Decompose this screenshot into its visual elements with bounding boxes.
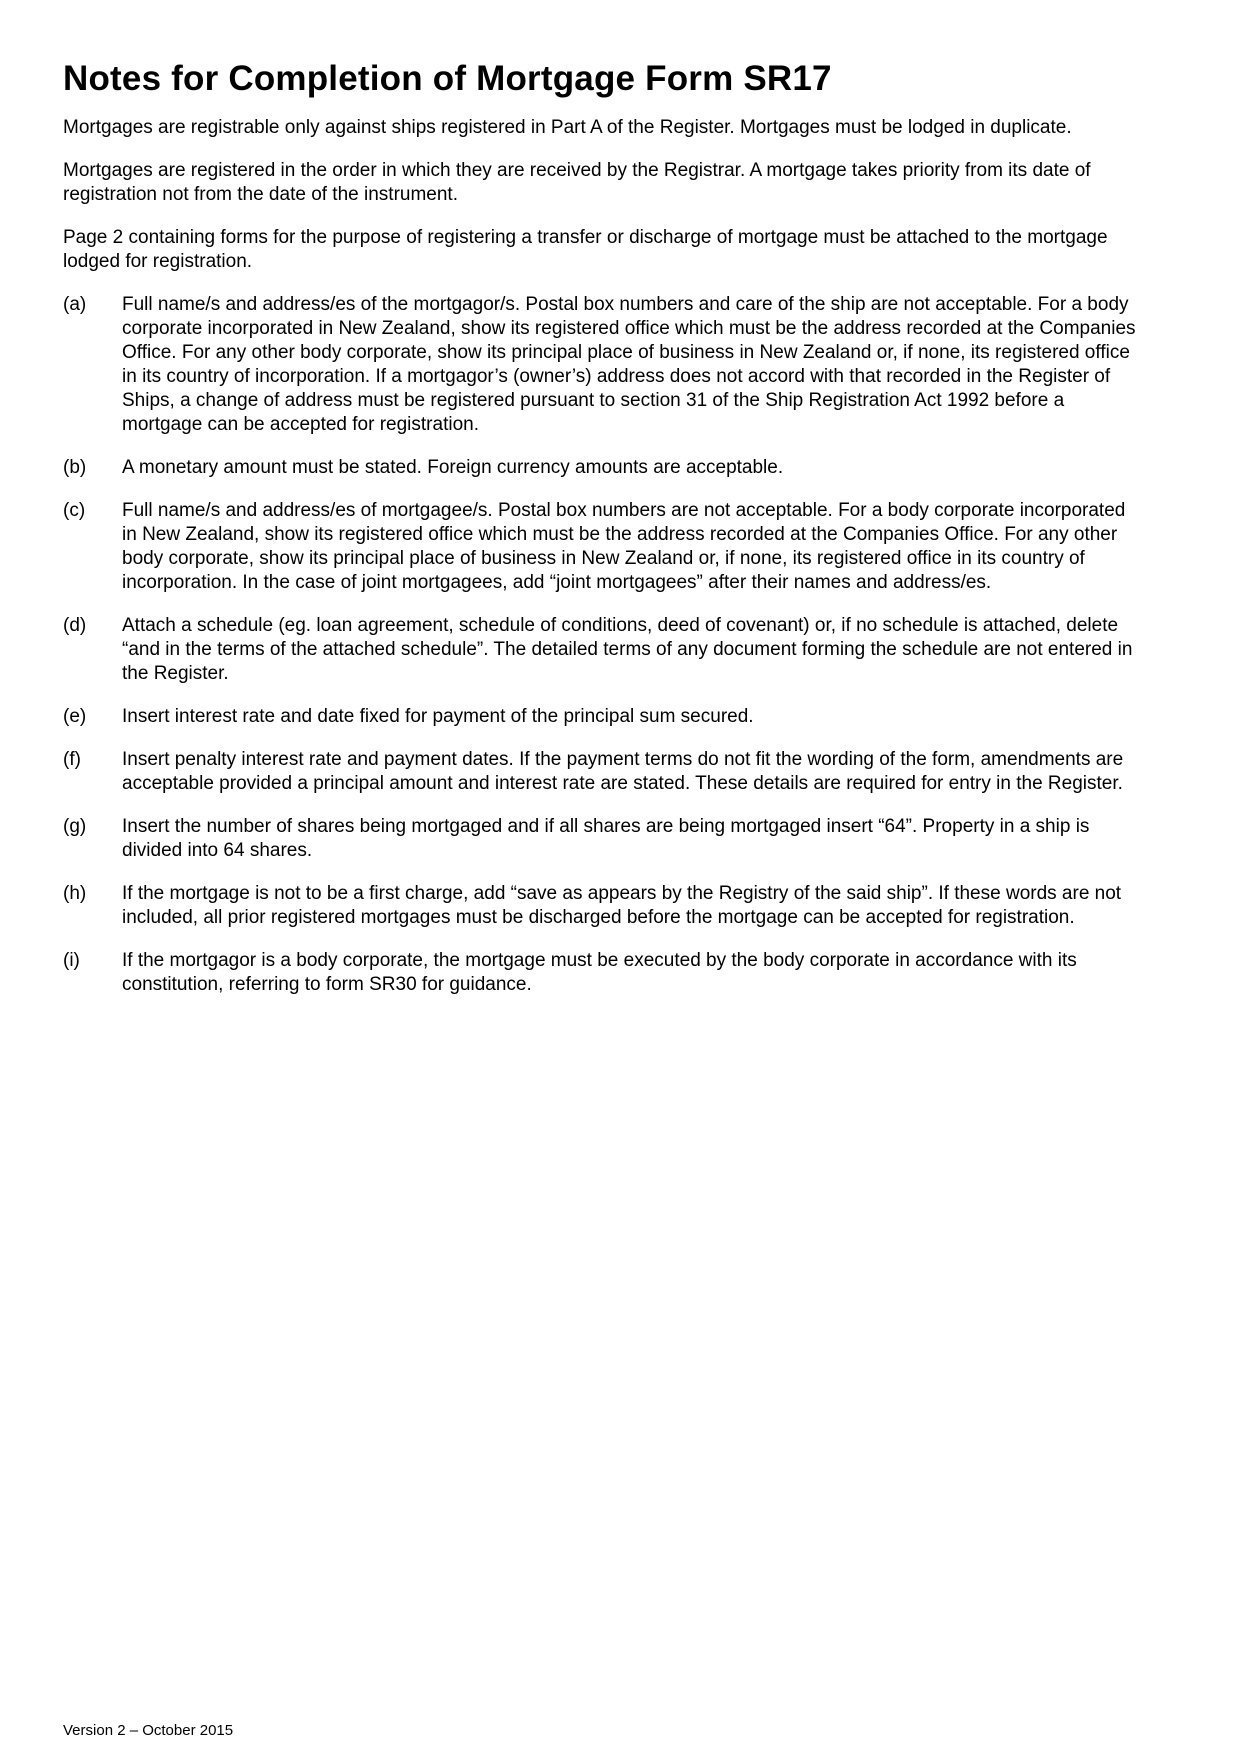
intro-paragraph-priority: Mortgages are registered in the order in which they are received by the Registrar. A mortgage takes priority from its date of registration not from the date of the instrument. xyxy=(63,160,1091,205)
note-c xyxy=(63,499,1143,595)
note-e xyxy=(63,705,1143,729)
notes-list xyxy=(63,293,1143,997)
note-label: (i) xyxy=(63,950,80,971)
note-i xyxy=(63,949,1143,997)
note-label: (c) xyxy=(63,500,86,521)
note-d xyxy=(63,614,1143,686)
note-text: Attach a schedule (eg. loan agreement, schedule of conditions, deed of covenant) or, if no schedule is attached, delete “and in the terms of the attached schedule”. The detailed terms of any document forming the schedule are not entered in the Register. xyxy=(122,615,1133,684)
note-text: A monetary amount must be stated. Foreign currency amounts are acceptable. xyxy=(122,457,784,478)
note-text: Full name/s and address/es of the mortgagor/s. Postal box numbers and care of the ship are not acceptable. For a body corporate incorporated in New Zealand, show its registered office which must be the address recorded at the Companies Office. For any other body corporate, show its principal place of business in New Zealand or, if none, its registered office in its country of incorporation. If a mortgagor’s (owner’s) address does not accord with that recorded in the Register of Ships, a change of address must be registered pursuant to section 31 of the Ship Registration Act 1992 before a mortgage can be accepted for registration. xyxy=(122,294,1136,435)
note-label: (e) xyxy=(63,706,87,727)
note-g xyxy=(63,815,1143,863)
version-footer: Version 2 – October 2015 xyxy=(63,1722,234,1739)
note-h xyxy=(63,882,1143,930)
page-title: Notes for Completion of Mortgage Form SR17 xyxy=(63,59,832,98)
document-page xyxy=(63,58,1143,1016)
note-f xyxy=(63,748,1143,796)
note-label: (a) xyxy=(63,294,87,315)
note-text: If the mortgage is not to be a first charge, add “save as appears by the Registry of the said ship”. If these words are not included, all prior registered mortgages must be discharged before the mortgage can be accepted for registration. xyxy=(122,883,1122,928)
intro-paragraph-page2: Page 2 containing forms for the purpose of registering a transfer or discharge of mortgage must be attached to the mortgage lodged for registration. xyxy=(63,227,1108,272)
note-label: (h) xyxy=(63,883,87,904)
note-text: If the mortgagor is a body corporate, the mortgage must be executed by the body corporate in accordance with its constitution, referring to form SR30 for guidance. xyxy=(122,950,1077,995)
note-label: (b) xyxy=(63,457,87,478)
note-text: Insert the number of shares being mortgaged and if all shares are being mortgaged insert “64”. Property in a ship is divided into 64 shares. xyxy=(122,816,1090,861)
note-text: Insert penalty interest rate and payment dates. If the payment terms do not fit the wording of the form, amendments are acceptable provided a principal amount and interest rate are stated. These details are required for entry in the Register. xyxy=(122,749,1124,794)
note-text: Insert interest rate and date fixed for payment of the principal sum secured. xyxy=(122,706,754,727)
note-label: (d) xyxy=(63,615,87,636)
note-label: (f) xyxy=(63,749,81,770)
note-b xyxy=(63,456,1143,480)
note-text: Full name/s and address/es of mortgagee/s. Postal box numbers are not acceptable. For a body corporate incorporated in New Zealand, show its registered office which must be the address recorded at the Companies Office. For any other body corporate, show its principal place of business in New Zealand or, if none, its registered office in its country of incorporation. In the case of joint mortgagees, add “joint mortgagees” after their names and address/es. xyxy=(122,500,1126,593)
note-a xyxy=(63,293,1143,437)
note-label: (g) xyxy=(63,816,87,837)
intro-paragraph-registrable: Mortgages are registrable only against ships registered in Part A of the Register. Mortgages must be lodged in duplicate. xyxy=(63,117,1072,138)
